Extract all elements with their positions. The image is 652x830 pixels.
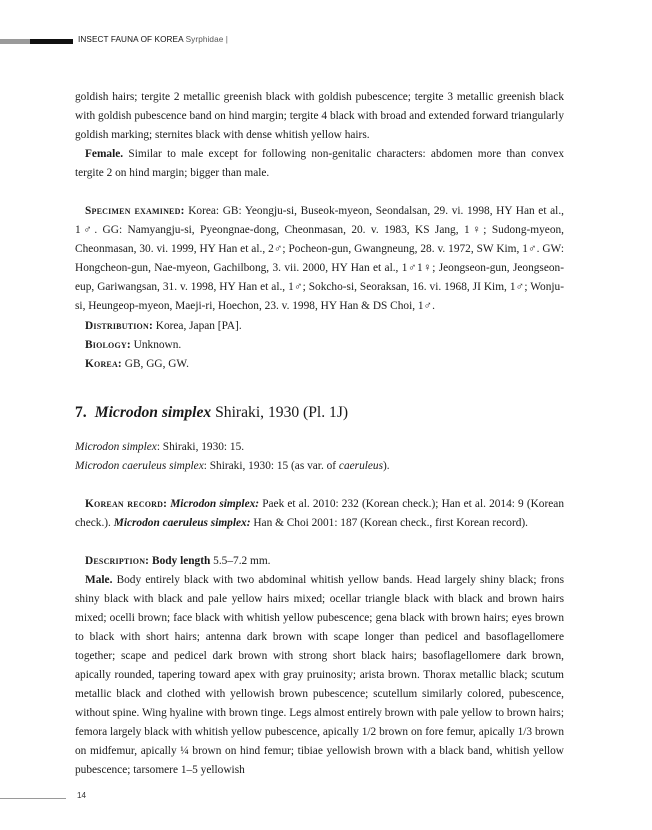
- biology-paragraph: [75, 336, 564, 355]
- synonym-2-name: Microdon caeruleus simplex: [75, 459, 204, 472]
- body-length-value: 5.5–7.2 mm.: [210, 554, 271, 567]
- running-header: [78, 35, 228, 44]
- footer-rule: [0, 798, 66, 799]
- species-name: Microdon simplex: [94, 403, 212, 421]
- synonym-2-ref: : Shiraki, 1930: 15 (as var. of: [203, 459, 339, 472]
- female-paragraph: [75, 145, 564, 183]
- biology-text: Unknown.: [130, 338, 182, 351]
- distribution-text: Korea, Japan [PA].: [152, 319, 242, 332]
- header-bar-black: [30, 39, 73, 44]
- description-label: Description:: [85, 554, 150, 567]
- species-number: 7.: [75, 403, 87, 421]
- specimens-text: Korea: GB: Yeongju-si, Buseok-myeon, Seondalsan, 29. vi. 1998, HY Han et al., 1♂. GG: Namyangju-si, Pyeongnae-dong, Cheonmasan, 20. v. 1983, KS Jang, 1♀; Sudong-myeon, Cheonmasan, 30. vi. 1999, HY Han et al., 2♂; Pocheon-gun, Gwangneung, 28. v. 1972, SW Kim, 1♂. GW: Hongcheon-gun, Nae-myeon, Gachilbong, 3. vii. 2000, HY Han et al., 1♂1♀; Jeongseon-gun, Jeongseon-eup, Gariwangsan, 31. v. 1998, HY Han et al., 1♂; Sokcho-si, Seoraksan, 16. vi. 1968, JI Kim, 1♂; Wonju-si, Heungeop-myeon, Maeji-ri, Hoechon, 23. v. 1998, HY Han & DS Choi, 1♂.: [75, 205, 564, 313]
- species-heading: [75, 402, 564, 424]
- distribution-paragraph: [75, 317, 564, 336]
- korean-record-name-1: Microdon simplex:: [167, 497, 260, 510]
- male-paragraph: [75, 571, 564, 781]
- synonym-1-ref: : Shiraki, 1930: 15.: [156, 440, 245, 453]
- korean-record-text-1: Paek et al. 2010: 232 (Korean check.); Han et al. 2014: 9 (Korean check.).: [75, 497, 564, 529]
- body-length-label: Body length: [149, 554, 211, 567]
- header-family: Syrphidae: [185, 35, 224, 44]
- female-label: Female.: [85, 148, 124, 161]
- korea-text: GB, GG, GW.: [121, 357, 189, 370]
- species-author: Shiraki, 1930 (Pl. 1J): [211, 403, 349, 421]
- page-body: [75, 88, 564, 780]
- header-title: INSECT FAUNA OF KOREA: [78, 35, 184, 44]
- korea-paragraph: [75, 355, 564, 374]
- female-text: Similar to male except for following non-genitalic characters: abdomen more than convex tergite 2 on hind margin; bigger than male.: [75, 148, 564, 180]
- male-text: Body entirely black with two abdominal whitish yellow bands. Head largely shiny black; frons shiny black with black and pale yellow hairs mixed; ocellar triangle black with black and brown hairs mixed; ocelli brown; face black with whitish yellow pubescence; gena black with brown hairs; eyes brown to black with short hairs; antenna dark brown with scape longer than pedicel and basoflagellomere together; scape and pedicel dark brown with strong short black hairs; basoflagellomere dark brown, apically rounded, tapering toward apex with gray pruinosity; arista brown. Thorax metallic black; scutum metallic black and clothed with yellowish brown pubescence; scutellum similarly colored, pubescence, without spine. Wing hyaline with brown tinge. Legs almost entirely brown with pale yellow to brown hairs; femora largely black with whitish yellow pubescence, apically 1/2 brown on fore femur, apically 1/3 brown on midfemur, apically ¼ brown on hind femur; tibiae yellowish brown with a black band, whitish yellow pubescence; tarsomere 1–5 yellowish: [75, 573, 564, 777]
- synonym-1-name: Microdon simplex: [75, 440, 157, 453]
- male-label: Male.: [85, 573, 113, 586]
- page-number: 14: [77, 791, 87, 800]
- specimens-paragraph: [75, 202, 564, 316]
- synonym-1: [75, 438, 564, 457]
- distribution-label: Distribution:: [85, 319, 153, 332]
- header-bar: |: [225, 35, 228, 44]
- biology-label: Biology:: [85, 338, 131, 351]
- korean-record-name-2: Microdon caeruleus simplex:: [113, 516, 251, 529]
- synonym-2: [75, 457, 564, 476]
- synonym-2-var: caeruleus: [338, 459, 384, 472]
- intro-paragraph: goldish hairs; tergite 2 metallic greenish black with goldish pubescence; tergite 3 metallic greenish black with goldish pubescence band on hind margin; tergite 4 black with broad and extended forward triangularly goldish marking; sternites black with dense whitish yellow hairs.: [75, 91, 564, 142]
- description-paragraph: [75, 552, 564, 571]
- header-bar-grey: [0, 39, 30, 44]
- korea-label: Korea:: [85, 357, 122, 370]
- synonym-2-close: ).: [383, 459, 390, 472]
- korean-record-paragraph: [75, 495, 564, 533]
- specimens-label: Specimen examined:: [85, 205, 185, 218]
- korean-record-label: Korean record:: [85, 497, 168, 510]
- korean-record-text-2: Han & Choi 2001: 187 (Korean check., first Korean record).: [250, 516, 529, 529]
